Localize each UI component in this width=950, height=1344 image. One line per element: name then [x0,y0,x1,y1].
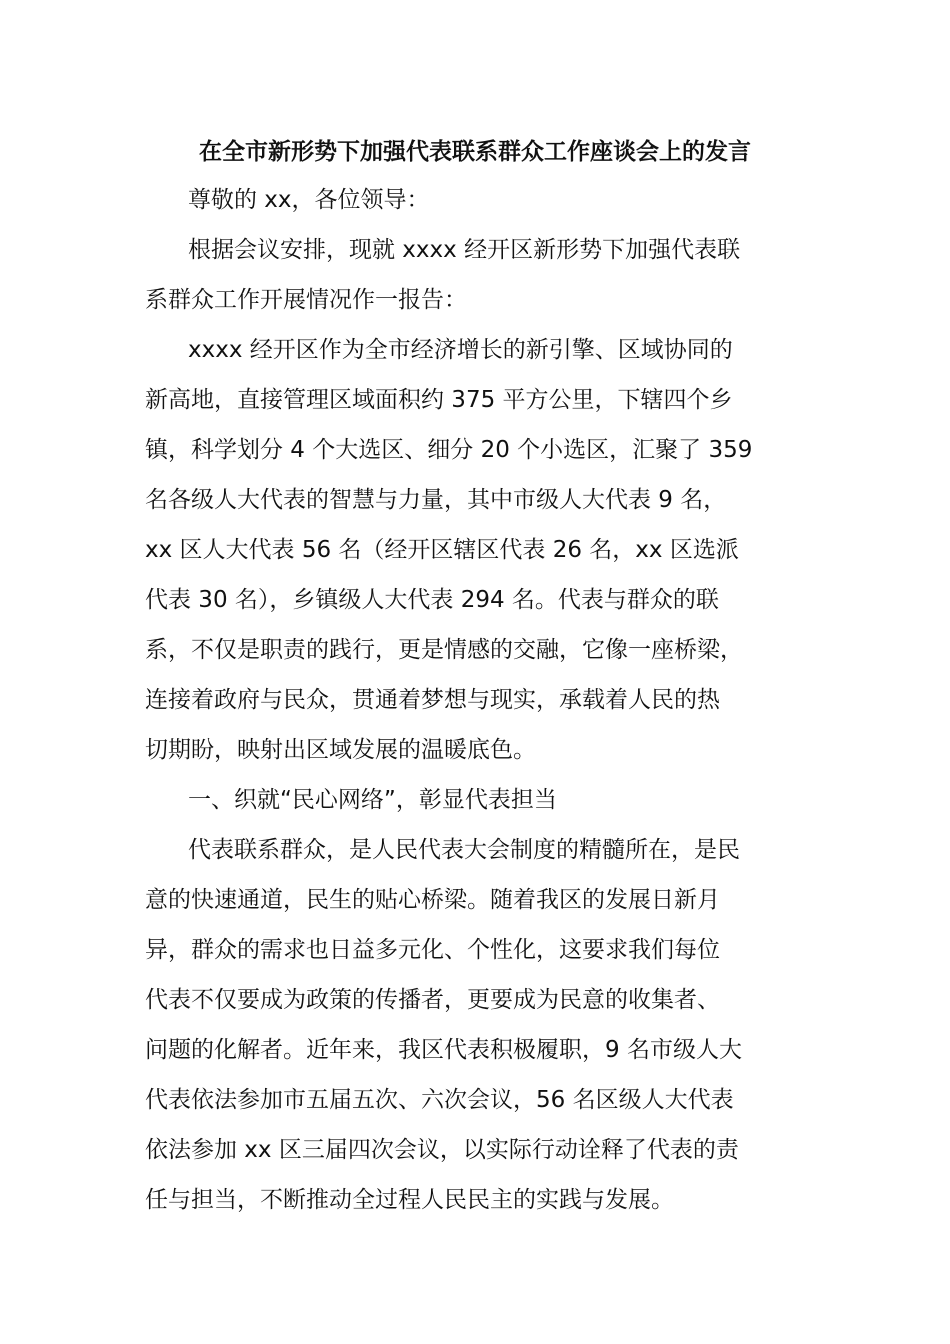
paragraph-2-line-6: 代表 30 名），乡镇级人大代表 294 名。代表与群众的联 [145,587,719,613]
paragraph-3-line-5: 问题的化解者。近年来，我区代表积极履职，9 名市级人大 [145,1037,742,1063]
paragraph-2-line-5: xx 区人大代表 56 名（经开区辖区代表 26 名，xx 区选派 [145,537,739,563]
paragraph-3-line-8: 任与担当，不断推动全过程人民民主的实践与发展。 [145,1187,674,1213]
paragraph-3-line-7: 依法参加 xx 区三届四次会议，以实际行动诠释了代表的责 [145,1137,739,1163]
paragraph-2-line-9: 切期盼，映射出区域发展的温暖底色。 [145,737,536,763]
section-heading: 一、织就“民心网络”，彰显代表担当 [188,787,557,813]
paragraph-1-line-1: 根据会议安排，现就 xxxx 经开区新形势下加强代表联 [188,237,741,263]
paragraph-2-line-3: 镇，科学划分 4 个大选区、细分 20 个小选区，汇聚了 359 [145,437,753,463]
paragraph-2-line-1: xxxx 经开区作为全市经济增长的新引擎、区域协同的 [188,337,733,363]
paragraph-2-line-2: 新高地，直接管理区域面积约 375 平方公里，下辖四个乡 [145,387,733,413]
paragraph-3-line-6: 代表依法参加市五届五次、六次会议，56 名区级人大代表 [145,1087,734,1113]
page-title: 在全市新形势下加强代表联系群众工作座谈会上的发言 [199,139,751,165]
paragraph-3-line-1: 代表联系群众，是人民代表大会制度的精髓所在，是民 [188,837,740,863]
paragraph-3-line-2: 意的快速通道，民生的贴心桥梁。随着我区的发展日新月 [145,887,720,913]
paragraph-1-line-2: 系群众工作开展情况作一报告： [145,287,467,313]
salutation-line: 尊敬的 xx，各位领导： [188,187,430,213]
paragraph-2-line-4: 名各级人大代表的智慧与力量，其中市级人大代表 9 名， [145,487,727,513]
paragraph-3-line-4: 代表不仅要成为政策的传播者，更要成为民意的收集者、 [145,987,720,1013]
paragraph-2-line-8: 连接着政府与民众，贯通着梦想与现实，承载着人民的热 [145,687,720,713]
paragraph-3-line-3: 异，群众的需求也日益多元化、个性化，这要求我们每位 [145,937,720,963]
paragraph-2-line-7: 系，不仅是职责的践行，更是情感的交融，它像一座桥梁， [145,637,743,663]
